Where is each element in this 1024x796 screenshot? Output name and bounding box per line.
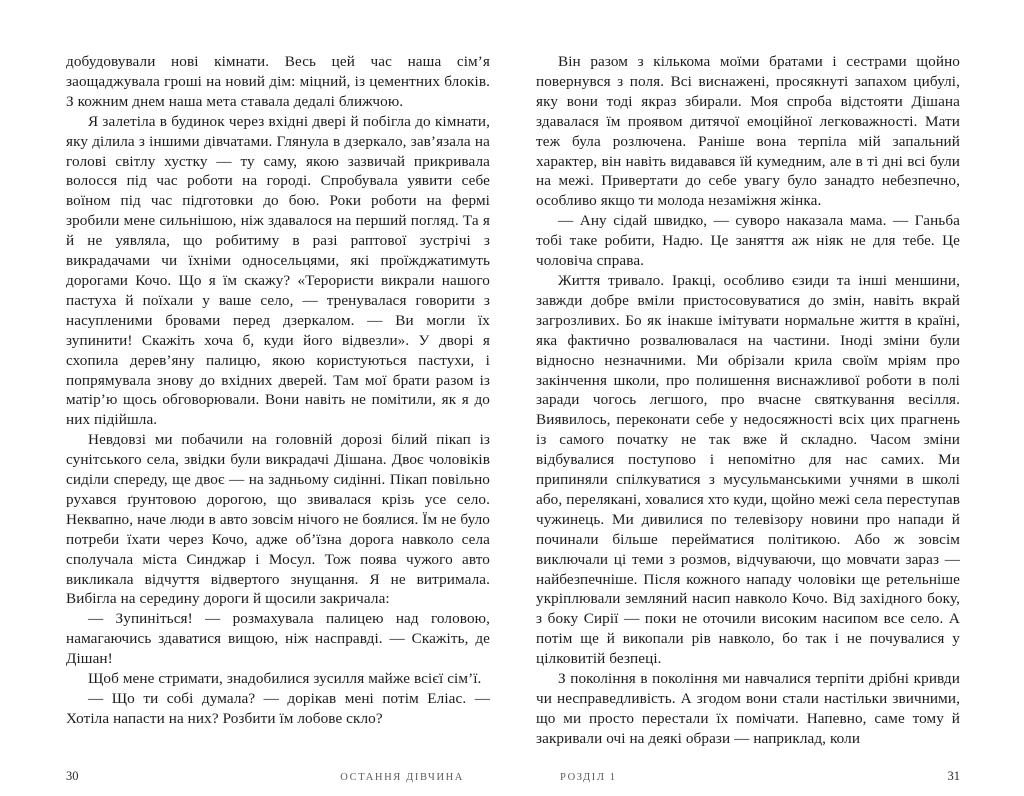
paragraph: добудовували нові кімнати. Весь цей час наша сім’я заощаджувала гроші на новий дім: міцний, із цементних блоків. З кожним днем наша мета ставала дедалі ближчою. [66, 53, 490, 110]
paragraph: Життя тривало. Іракці, особливо єзиди та інші меншини, завжди добре вміли пристосовуватися до змін, навіть вкрай загрозливих. Бо як інакше імітувати нормальне життя в країні, яка фактично розвалювалася на частини. Іноді зміни були відносно незначними. Ми обрізали крила своїм мріям про закінчення школи, про полишення виснажливої роботи в полі заради чогось легшого, про вчасне святкування весілля. Виявилось, переконати себе у недосяжності всіх цих прагнень із самого початку не так вже й складно. Часом зміни відбувалися поступово і непомітно для нас самих. Ми припиняли спілкуватися з мусульманськими учнями в школі або, перелякані, ховалися хто куди, щойно межі села переступав чужинець. Ми дивилися по телевізору новини про напади й починали більше перейматися політикою. Або ж зовсім виключали ці теми з розмов, відчуваючи, що мовчати зараз — найбезпечніше. Після кожного нападу чоловіки ще ретельніше укріплювали земляний насип навколо Кочо. Від західного боку, з боку Сирії — поки не оточили високим насипом все село. А потім ще й викопали рів навколо, бо так і не почувалися у цілковитій безпеці. [536, 271, 960, 668]
page-left-text [66, 52, 490, 729]
page-right-text [536, 52, 960, 749]
paragraph-dialogue: — Ану сідай швидко, — суворо наказала мама. — Ганьба тобі таке робити, Надю. Це заняття аж ніяк не для тебе. Це чоловіча справа. [536, 212, 960, 270]
paragraph-dialogue: — Зупиніться! — розмахувала палицею над головою, намагаючись здаватися вищою, ніж насправді. — Скажіть, де Дішан! [66, 610, 490, 668]
page-left-footer [66, 769, 490, 784]
paragraph-dialogue: — Що ти собі думала? — дорікав мені потім Еліас. — Хотіла напасти на них? Розбити їм лобове скло? [66, 690, 490, 727]
running-footer-book-title: ОСТАННЯ ДІВЧИНА [340, 772, 464, 783]
running-footer-chapter-title: РОЗДІЛ 1 [560, 772, 617, 783]
page-number-left: 30 [66, 769, 79, 783]
paragraph: З покоління в покоління ми навчалися терпіти дрібні кривди чи несправедливість. А згодом вони стали настільки звичними, що ми просто перестали їх помічати. Напевно, саме тому й закривали очі на деякі образи — наприклад, коли [536, 670, 960, 747]
paragraph: Він разом з кількома моїми братами і сестрами щойно повернувся з поля. Всі виснажені, просякнуті запахом цибулі, яку вони тоді якраз збирали. Моя спроба відстояти Дішана здавалася їм проявом дитячої емоційної легковажності. Мати теж була розлючена. Раніше вона терпіла мій запальний характер, він навіть видавався їй кумедним, але в ті дні всі були на межі. Привертати до себе увагу було занадто небезпечно, особливо якщо ти молода незаміжня жінка. [536, 53, 960, 210]
page-number-right: 31 [947, 769, 960, 783]
page-right-footer [536, 769, 960, 784]
paragraph: Невдовзі ми побачили на головній дорозі білий пікап із сунітського села, звідки були викрадачі Дішана. Двоє чоловіків сиділи спереду, ще двоє — на задньому сидінні. Пікап повільно рухався ґрунтовою дорогою, що звивалася крізь усе село. Неквапно, наче люди в авто зовсім нічого не боялися. Їм не було потреби їхати через Кочо, адже об’їзна дорога навколо села сполучала міста Синджар і Мосул. Тож поява чужого авто викликала відчуття відвертого знущання. Я не витримала. Вибігла на середину дороги й щосили закричала: [66, 431, 490, 608]
paragraph: Я залетіла в будинок через вхідні двері й побігла до кімнати, яку ділила з іншими дівчатами. Глянула в дзеркало, зав’язала на голові світлу хустку — ту саму, якою зазвичай прикривала волосся під час роботи на городі. Спробувала уявити себе воїном під час підготовки до бою. Роки роботи на фермі зробили мене сильнішою, ніж здавалося на перший погляд. Та я й не уявляла, що робитиму в разі раптової зустрічі з викрадачами чи їхніми односельцями, які проїжджатимуть дорогами Кочо. Що я їм скажу? «Терористи викрали нашого пастуха й поїхали у ваше село, — тренувалася говорити з насупленими бровами перед дзеркалом. — Ви могли їх зупинити! Скажіть хоча б, куди його відвезли». У дворі я схопила дерев’яну палицю, якою користуються пастухи, і попрямувала знову до вхідних дверей. Там мої брати разом із матір’ю щось обговорювали. Вони навіть не помітили, як я до них підійшла. [66, 112, 490, 429]
paragraph: Щоб мене стримати, знадобилися зусилля майже всієї сім’ї. [88, 670, 482, 688]
